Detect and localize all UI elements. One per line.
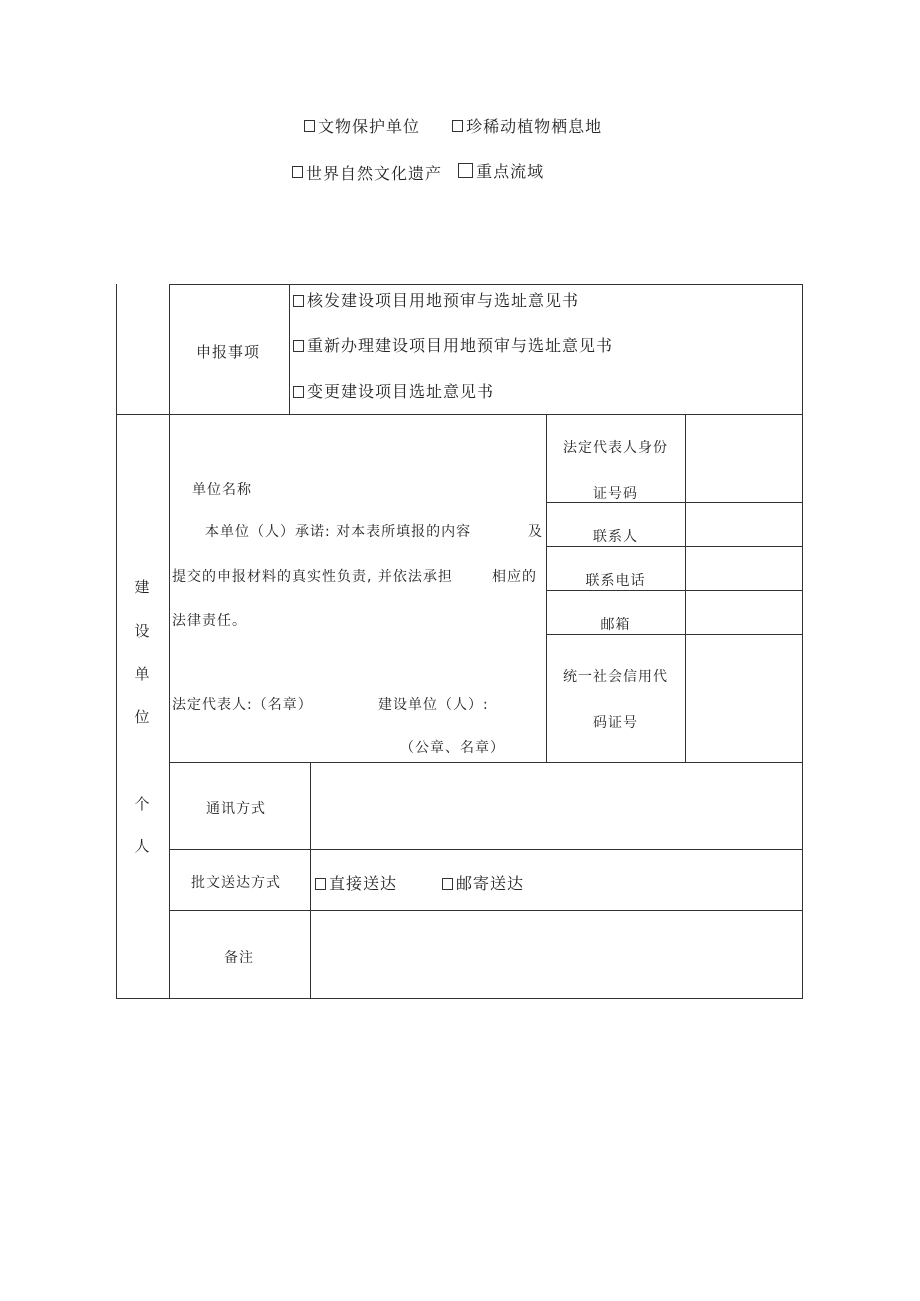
checkbox-key-basin[interactable]: 重点流域 (458, 159, 544, 182)
option-change-opinion[interactable]: 变更建设项目选址意见书 (293, 379, 494, 402)
unit-name-label: 单位名称 (192, 482, 252, 498)
pledge-line-2-end: 相应的 (492, 569, 537, 585)
comm-label: 通讯方式 (206, 801, 266, 817)
delivery-label: 批文送达方式 (191, 875, 281, 891)
checkbox-icon (304, 120, 315, 132)
pledge-line-1: 本单位（人）承诺: 对本表所填报的内容 (205, 524, 472, 540)
credit-code-field[interactable] (686, 635, 802, 762)
table-line (169, 284, 170, 999)
checkbox-world-heritage[interactable]: 世界自然文化遗产 (292, 161, 442, 184)
credit-code-label-1: 统一社会信用代 (563, 669, 668, 685)
table-line (169, 284, 803, 285)
checkbox-icon (458, 163, 473, 178)
checkbox-icon (292, 166, 303, 178)
table-line (289, 284, 290, 415)
phone-label: 联系电话 (585, 573, 646, 589)
contact-person-label: 联系人 (593, 529, 638, 545)
pledge-line-3: 法律责任。 (172, 613, 247, 629)
id-number-label-1: 法定代表人身份 (563, 440, 668, 456)
side-label-char: 设 (134, 622, 150, 640)
side-label-char: 建 (134, 578, 150, 596)
seal-note: （公章、名章） (400, 740, 505, 756)
option-reissue-opinion[interactable]: 重新办理建设项目用地预审与选址意见书 (293, 333, 613, 356)
table-line (802, 284, 803, 999)
side-label-char: 人 (134, 837, 150, 855)
remarks-label: 备注 (224, 950, 254, 966)
email-field[interactable] (686, 591, 802, 634)
delivery-mail-option[interactable]: 邮寄送达 (442, 871, 524, 894)
checkbox-icon (293, 340, 304, 352)
pledge-line-1-end: 及 (528, 524, 543, 540)
delivery-direct-option[interactable]: 直接送达 (315, 871, 397, 894)
checkbox-icon (452, 120, 463, 132)
checkbox-cultural-relic[interactable]: 文物保护单位 (304, 114, 420, 137)
credit-code-label-2: 码证号 (593, 715, 638, 731)
header-row-2 (292, 159, 544, 184)
pledge-line-2: 提交的申报材料的真实性负责, 并依法承担 (172, 569, 453, 585)
id-number-label-2: 证号码 (593, 486, 638, 502)
application-label: 申报事项 (196, 343, 261, 361)
option-issue-opinion[interactable]: 核发建设项目用地预审与选址意见书 (293, 288, 579, 311)
side-label-char: 个 (134, 795, 150, 813)
checkbox-icon (442, 878, 453, 890)
contact-person-field[interactable] (686, 503, 802, 546)
checkbox-icon (293, 386, 304, 398)
email-label: 邮箱 (600, 617, 631, 633)
side-label-char: 单 (134, 665, 150, 683)
builder-signature: 建设单位（人）: (378, 697, 489, 713)
header-row-1 (304, 114, 602, 137)
table-line (116, 998, 803, 999)
table-line (116, 284, 117, 999)
phone-field[interactable] (686, 547, 802, 590)
side-label-char: 位 (134, 708, 150, 726)
id-number-field[interactable] (686, 415, 802, 502)
checkbox-rare-species[interactable]: 珍稀动植物栖息地 (452, 114, 602, 137)
legal-rep-signature: 法定代表人:（名章） (172, 697, 313, 713)
remarks-field[interactable] (311, 911, 802, 998)
comm-field[interactable] (311, 763, 802, 849)
table-line (169, 849, 803, 850)
checkbox-icon (315, 878, 326, 890)
checkbox-icon (293, 295, 304, 307)
